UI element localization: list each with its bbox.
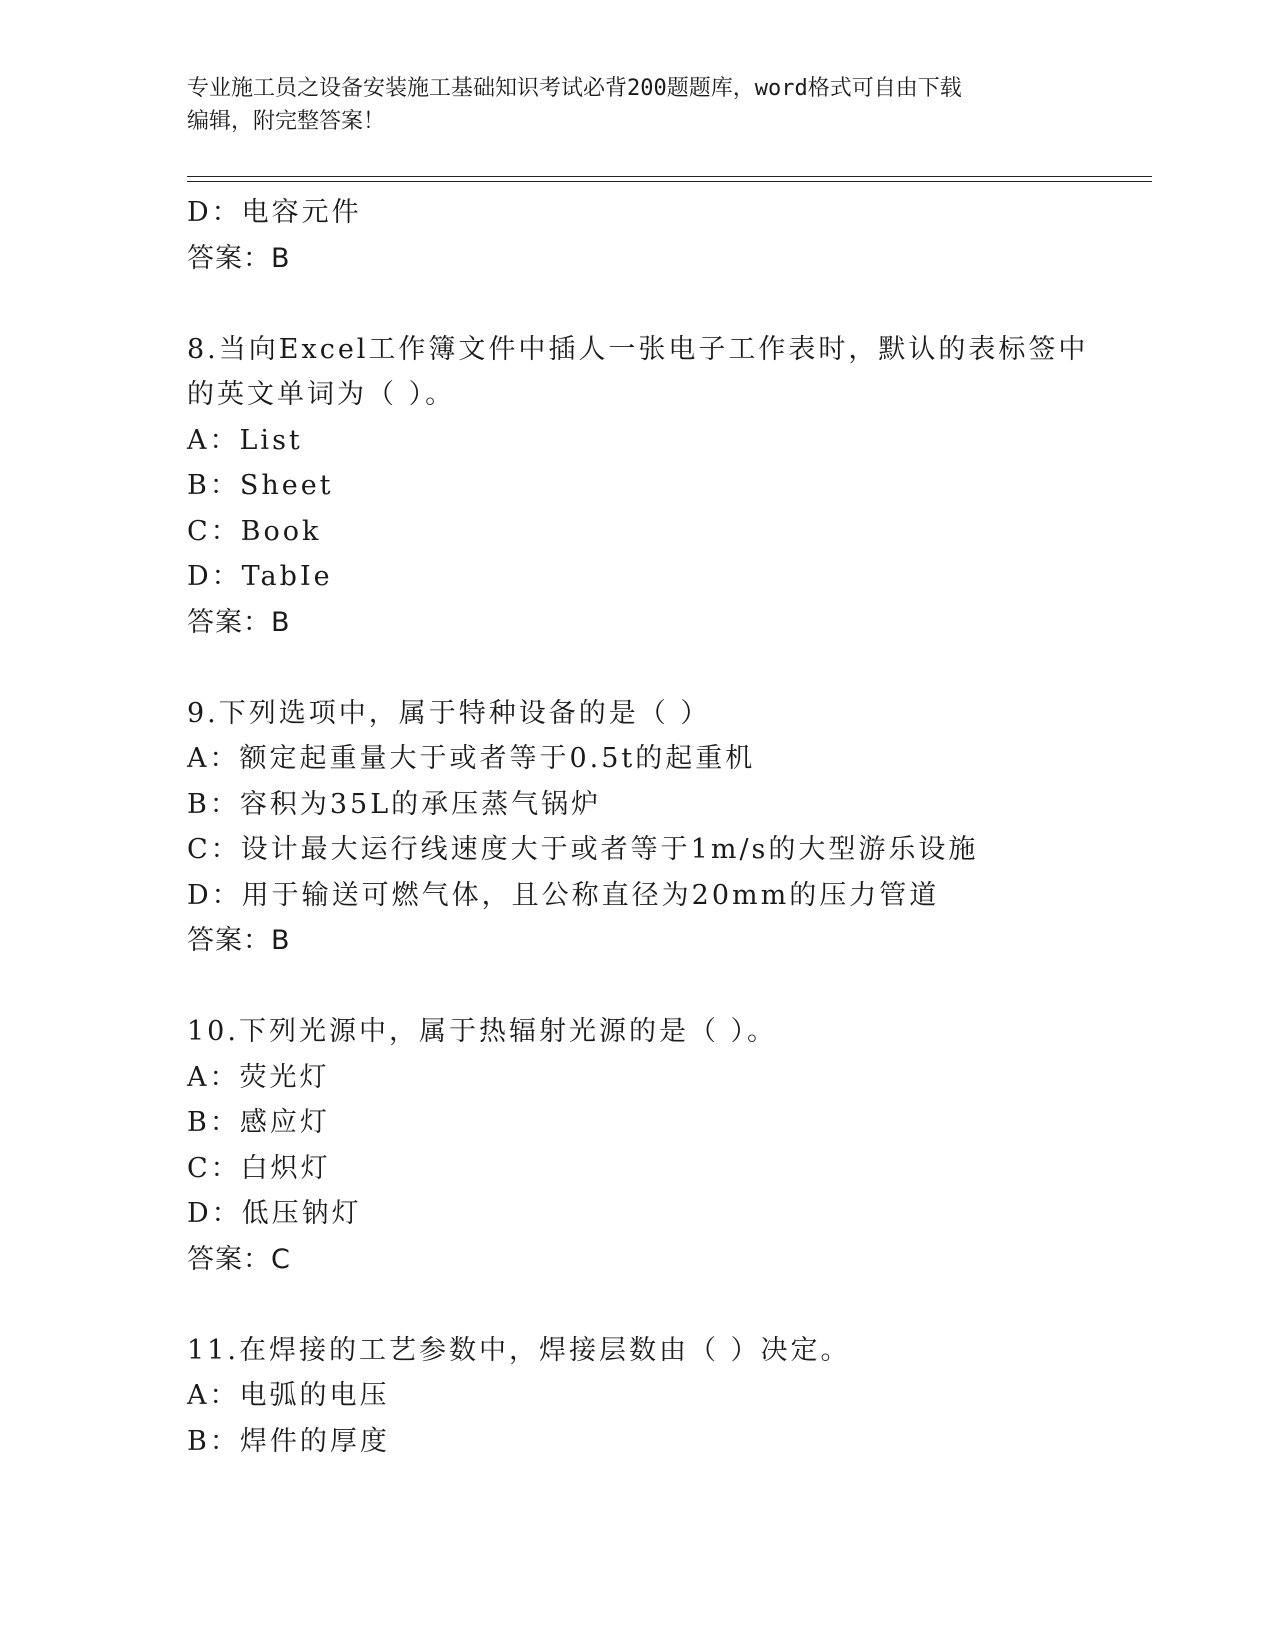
option-d: D：用于输送可燃气体，且公称直径为20mm的压力管道 — [187, 879, 940, 911]
option-b: B：感应灯 — [187, 1107, 330, 1138]
question-stem: 11.在焊接的工艺参数中，焊接层数由（ ）决定。 — [187, 1334, 851, 1366]
option-d: D：低压钠灯 — [187, 1198, 362, 1229]
question-8 — [187, 327, 1152, 646]
answer-line: 答案：B — [187, 606, 291, 638]
question-10 — [187, 1009, 1152, 1282]
option-b: B：焊件的厚度 — [187, 1425, 390, 1457]
answer-line: 答案：C — [187, 1243, 291, 1275]
header-divider-top — [187, 176, 1152, 177]
option-b: B：Sheet — [187, 470, 334, 501]
question-11 — [187, 1328, 1152, 1465]
option-a: A：List — [187, 424, 303, 456]
answer-line: 答案：B — [187, 242, 291, 274]
header-divider-bottom — [187, 181, 1152, 182]
option-b: B：容积为35L的承压蒸气锅炉 — [187, 788, 602, 820]
option-c: C：Book — [187, 515, 322, 547]
option-d: D：TabIe — [187, 561, 333, 592]
option-c: C：设计最大运行线速度大于或者等于1m/s的大型游乐设施 — [187, 834, 979, 865]
option-d: D：电容元件 — [187, 197, 362, 228]
question-9 — [187, 691, 1152, 964]
question-stem: 8.当向Excel工作簿文件中插人一张电子工作表时，默认的表标签中 — [187, 333, 1089, 365]
option-a: A：电弧的电压 — [187, 1380, 390, 1411]
option-c: C：白炽灯 — [187, 1152, 331, 1184]
question-list — [187, 190, 1152, 1464]
option-a: A：额定起重量大于或者等于0.5t的起重机 — [187, 743, 756, 774]
question-stem: 9.下列选项中，属于特种设备的是（ ） — [187, 697, 711, 729]
spacer — [187, 281, 1152, 327]
spacer — [187, 964, 1152, 1010]
spacer — [187, 1282, 1152, 1328]
header-line-1: 专业施工员之设备安装施工基础知识考试必背200题题库，word格式可自由下载 — [187, 76, 962, 101]
question-stem: 10.下列光源中，属于热辐射光源的是（ ）。 — [187, 1016, 778, 1047]
document-header — [187, 72, 1067, 138]
answer-line: 答案：B — [187, 925, 291, 956]
question-stem: 的英文单词为（ ）。 — [187, 379, 456, 410]
spacer — [187, 645, 1152, 691]
header-line-2: 编辑，附完整答案！ — [187, 109, 386, 134]
option-a: A：荧光灯 — [187, 1061, 330, 1093]
